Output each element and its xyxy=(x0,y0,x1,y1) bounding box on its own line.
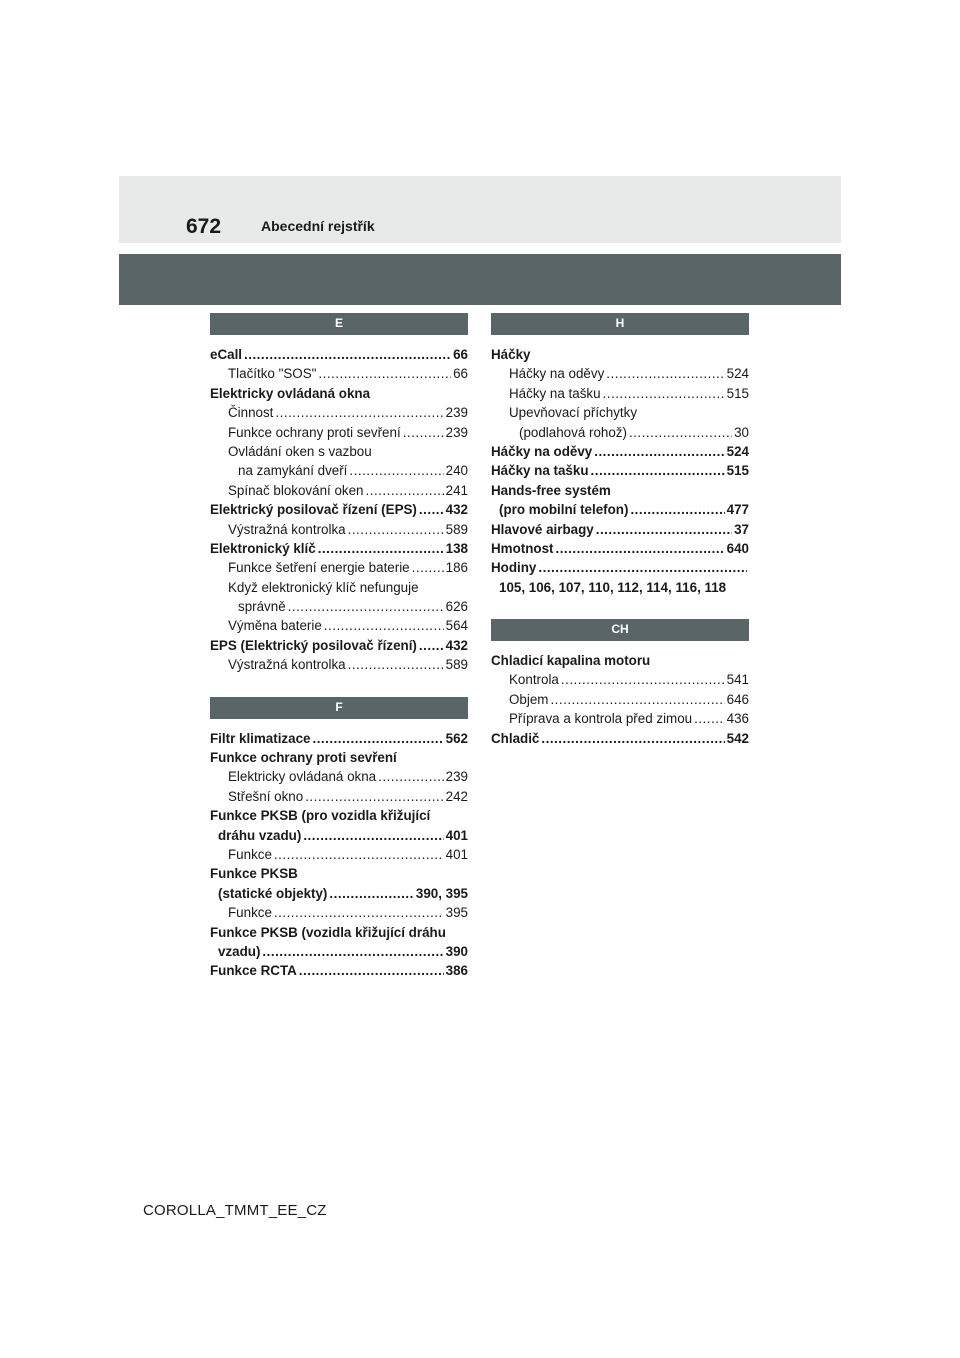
index-entry-text: Výstražná kontrolka xyxy=(228,521,346,537)
index-entry xyxy=(210,423,468,442)
dot-leader xyxy=(318,539,444,558)
index-entry xyxy=(491,364,749,383)
index-entry-text: Háčky na tašku xyxy=(509,385,601,401)
index-entry xyxy=(210,942,468,961)
dot-leader xyxy=(603,384,725,403)
index-entry-text: Ovládání oken s vazbou xyxy=(228,443,372,459)
index-entry-text: (statické objekty) xyxy=(218,885,328,901)
index-entry-page: 239 xyxy=(445,424,468,440)
page-title: Abecední rejstřík xyxy=(261,218,375,234)
header-dark-band xyxy=(119,254,841,305)
index-entry xyxy=(210,923,468,942)
index-entry xyxy=(210,558,468,577)
index-entry-text: (podlahová rohož) xyxy=(519,424,627,440)
index-entry xyxy=(210,345,468,364)
index-entry-text: Funkce PKSB xyxy=(210,866,298,882)
index-entry xyxy=(210,539,468,558)
document-code: COROLLA_TMMT_EE_CZ xyxy=(143,1202,327,1219)
index-entry-page: 436 xyxy=(726,711,749,727)
index-entry-text: eCall xyxy=(210,347,243,362)
index-entry xyxy=(210,461,468,480)
index-entry xyxy=(491,651,749,670)
index-entry-page: 186 xyxy=(445,560,468,576)
dot-leader xyxy=(694,709,725,728)
index-entry-page: 524 xyxy=(726,366,749,382)
index-entry-page: 66 xyxy=(453,366,468,382)
index-entry xyxy=(210,767,468,786)
dot-leader xyxy=(244,345,451,364)
dot-leader xyxy=(318,364,451,383)
index-entry-text: Funkce ochrany proti sevření xyxy=(210,750,397,766)
index-entry-page: 589 xyxy=(445,521,468,537)
dot-leader xyxy=(419,500,444,519)
index-entry-text: vzadu) xyxy=(218,943,261,959)
index-entry xyxy=(210,616,468,635)
dot-leader xyxy=(606,364,724,383)
section-letter-header: E xyxy=(210,313,468,335)
dot-leader xyxy=(274,903,444,922)
index-entry-page: 241 xyxy=(445,482,468,498)
dot-leader xyxy=(324,616,444,635)
section-gap xyxy=(210,675,468,697)
index-entry-text: Funkce xyxy=(228,846,272,862)
index-entry-text: EPS (Elektrický posilovač řízení) xyxy=(210,637,417,653)
section-letter-header: F xyxy=(210,697,468,719)
index-entry-page: 240 xyxy=(445,463,468,479)
index-entry-text: Funkce PKSB (pro vozidla křižující xyxy=(210,808,431,824)
index-entry-page: 390 xyxy=(445,943,468,959)
dot-leader xyxy=(329,884,413,903)
index-entry xyxy=(210,364,468,383)
index-entry-text: Háčky xyxy=(491,347,531,362)
index-entry xyxy=(210,787,468,806)
index-entry-text: Kontrola xyxy=(509,672,559,688)
index-entry xyxy=(210,748,468,767)
index-entry-text: Funkce xyxy=(228,905,272,921)
dot-leader xyxy=(303,826,443,845)
index-entry-list xyxy=(491,345,749,597)
index-entry xyxy=(210,636,468,655)
dot-leader xyxy=(348,520,444,539)
index-entry-text: 105, 106, 107, 110, 112, 114, 116, 118 xyxy=(499,579,727,595)
index-entry xyxy=(491,461,749,480)
index-entry xyxy=(491,690,749,709)
index-entry-text: Funkce RCTA xyxy=(210,963,297,979)
index-entry xyxy=(210,520,468,539)
index-entry xyxy=(210,655,468,674)
index-entry-page: 640 xyxy=(726,540,749,556)
index-entry xyxy=(210,384,468,403)
index-entry-page: 626 xyxy=(445,599,468,615)
index-entry-text: správně xyxy=(238,599,286,615)
index-entry-page: 564 xyxy=(445,618,468,634)
dot-leader xyxy=(349,461,443,480)
dot-leader xyxy=(419,636,444,655)
index-entry xyxy=(210,903,468,922)
index-entry-text: Když elektronický klíč nefunguje xyxy=(228,579,419,595)
index-entry xyxy=(210,481,468,500)
index-entry xyxy=(210,500,468,519)
index-entry-page: 541 xyxy=(726,672,749,688)
index-entry xyxy=(491,403,749,422)
dot-leader xyxy=(262,942,443,961)
index-entry-page: 239 xyxy=(445,405,468,421)
index-entry-page: 386 xyxy=(445,963,468,979)
index-entry-text: Háčky na tašku xyxy=(491,463,589,479)
index-entry-text: Výstražná kontrolka xyxy=(228,657,346,673)
index-entry-text: Háčky na oděvy xyxy=(509,366,605,382)
index-entry xyxy=(491,578,749,597)
index-entry xyxy=(210,729,468,748)
index-entry-text: Elektricky ovládaná okna xyxy=(228,769,377,785)
dot-leader xyxy=(630,500,724,519)
index-entry-text: Filtr klimatizace xyxy=(210,730,311,746)
index-entry-page: 542 xyxy=(726,730,749,746)
index-entry-text: Elektrický posilovač řízení (EPS) xyxy=(210,502,417,518)
index-entry-page: 646 xyxy=(726,691,749,707)
dot-leader xyxy=(550,690,724,709)
dot-leader xyxy=(555,539,724,558)
index-entry-page: 562 xyxy=(445,730,468,746)
index-entry xyxy=(210,884,468,903)
dot-leader xyxy=(305,787,443,806)
index-entry-text: Hlavové airbagy xyxy=(491,521,594,537)
dot-leader xyxy=(274,845,444,864)
index-entry-page: 524 xyxy=(726,443,749,459)
section-letter-header: H xyxy=(491,313,749,335)
index-entry xyxy=(210,845,468,864)
index-entry-list xyxy=(210,345,468,675)
index-entry-text: Upevňovací příchytky xyxy=(509,405,638,421)
dot-leader xyxy=(591,461,725,480)
index-entry xyxy=(491,729,749,748)
index-entry-page: 138 xyxy=(445,540,468,556)
index-entry xyxy=(491,500,749,519)
index-entry xyxy=(491,442,749,461)
dot-leader xyxy=(594,442,724,461)
index-entry-text: Hmotnost xyxy=(491,540,554,556)
index-entry xyxy=(210,597,468,616)
index-entry xyxy=(210,442,468,461)
index-entry-text: Chladič xyxy=(491,730,540,746)
dot-leader xyxy=(596,520,732,539)
dot-leader xyxy=(348,655,444,674)
index-entry xyxy=(491,345,749,364)
index-entry xyxy=(210,806,468,825)
index-entry-text: Tlačítko "SOS" xyxy=(228,366,317,382)
page-number: 672 xyxy=(186,215,222,238)
dot-leader xyxy=(538,558,747,577)
index-entry-text: Funkce ochrany proti sevření xyxy=(228,424,401,440)
index-entry xyxy=(210,961,468,980)
dot-leader xyxy=(561,670,725,689)
index-entry-text: Spínač blokování oken xyxy=(228,482,364,498)
dot-leader xyxy=(288,597,444,616)
index-entry-page: 239 xyxy=(445,769,468,785)
index-entry-text: Chladicí kapalina motoru xyxy=(491,653,651,669)
index-entry-text: Činnost xyxy=(228,405,274,421)
index-entry-text: Funkce šetření energie baterie xyxy=(228,560,410,576)
index-column-left xyxy=(210,313,468,981)
index-entry-page: 401 xyxy=(445,846,468,862)
index-entry xyxy=(210,864,468,883)
index-entry-page: 432 xyxy=(445,502,468,518)
index-entry-page: 390, 395 xyxy=(415,885,468,901)
index-column-right xyxy=(491,313,749,748)
index-entry-page: 515 xyxy=(726,463,749,479)
dot-leader xyxy=(412,558,444,577)
dot-leader xyxy=(541,729,724,748)
dot-leader xyxy=(366,481,444,500)
dot-leader xyxy=(299,961,444,980)
index-entry-page: 37 xyxy=(734,521,749,537)
index-entry-page: 477 xyxy=(726,502,749,518)
index-entry xyxy=(491,539,749,558)
index-entry-list xyxy=(210,729,468,981)
index-entry xyxy=(491,709,749,728)
index-entry-page: 589 xyxy=(445,657,468,673)
index-entry xyxy=(491,558,749,577)
index-entry xyxy=(210,826,468,845)
dot-leader xyxy=(312,729,443,748)
index-entry xyxy=(491,670,749,689)
index-entry xyxy=(491,423,749,442)
index-entry-text: Elektronický klíč xyxy=(210,540,316,556)
index-entry-text: (pro mobilní telefon) xyxy=(499,502,629,518)
index-entry-page: 242 xyxy=(445,788,468,804)
index-entry-page: 30 xyxy=(734,424,749,440)
index-entry xyxy=(491,384,749,403)
index-entry xyxy=(210,578,468,597)
index-entry-text: Háčky na oděvy xyxy=(491,443,593,459)
index-entry-text: Příprava a kontrola před zimou xyxy=(509,711,693,727)
section-gap xyxy=(491,597,749,619)
index-entry-page: 432 xyxy=(445,637,468,653)
section-letter-header: CH xyxy=(491,619,749,641)
dot-leader xyxy=(275,403,443,422)
index-entry xyxy=(491,520,749,539)
dot-leader xyxy=(378,767,444,786)
index-entry-page: 401 xyxy=(445,827,468,843)
dot-leader xyxy=(403,423,444,442)
index-entry-page: 66 xyxy=(453,347,468,362)
header-band xyxy=(119,176,841,243)
index-entry-list xyxy=(491,651,749,748)
index-entry-text: Hodiny xyxy=(491,560,537,576)
index-entry-text: Střešní okno xyxy=(228,788,304,804)
index-entry-text: Výměna baterie xyxy=(228,618,322,634)
dot-leader xyxy=(629,423,732,442)
index-entry-page: 395 xyxy=(445,905,468,921)
index-entry-text: Funkce PKSB (vozidla křižující dráhu xyxy=(210,924,446,940)
index-entry xyxy=(491,481,749,500)
index-entry xyxy=(210,403,468,422)
index-entry-text: dráhu vzadu) xyxy=(218,827,302,843)
index-entry-text: Hands-free systém xyxy=(491,482,611,498)
index-entry-page: 515 xyxy=(726,385,749,401)
index-entry-text: na zamykání dveří xyxy=(238,463,348,479)
index-entry-text: Elektricky ovládaná okna xyxy=(210,385,371,401)
index-entry-text: Objem xyxy=(509,691,549,707)
